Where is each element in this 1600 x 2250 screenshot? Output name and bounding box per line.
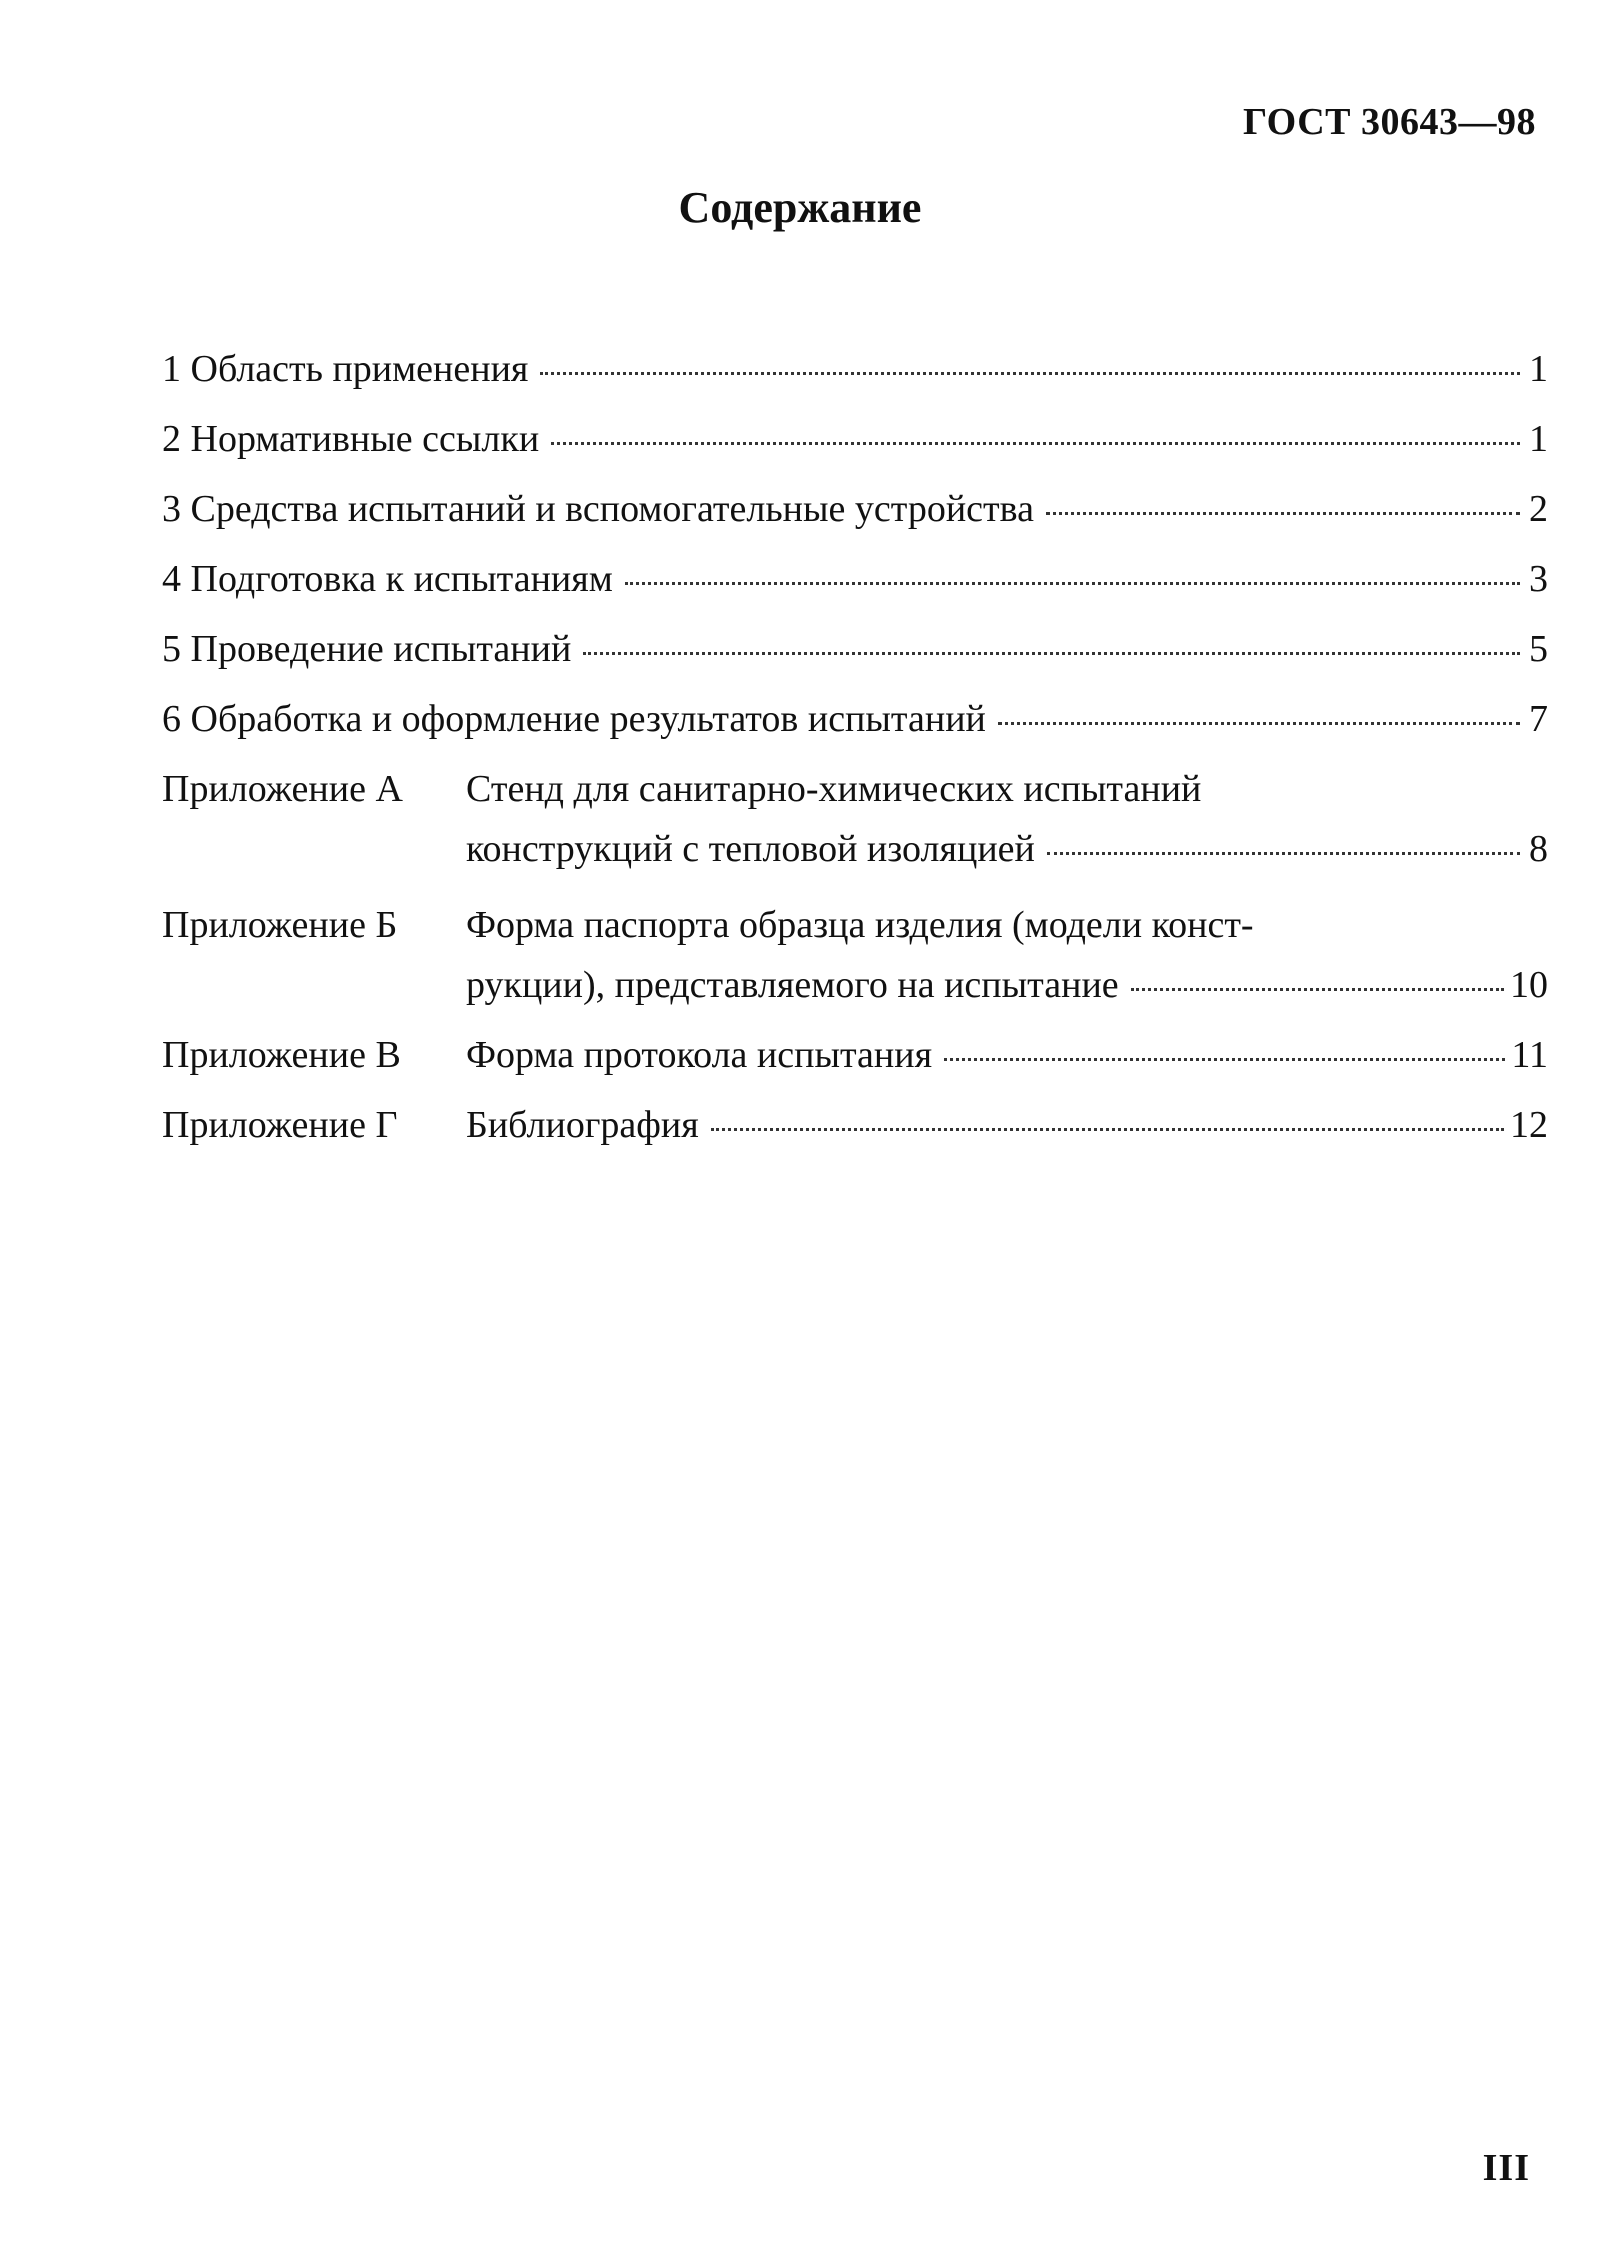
dot-leader bbox=[998, 722, 1520, 725]
dot-leader bbox=[1046, 512, 1520, 515]
appendix-label: Приложение А bbox=[162, 768, 403, 810]
toc-page-number: 2 bbox=[1529, 488, 1548, 530]
toc-page-number: 8 bbox=[1529, 828, 1548, 870]
standard-code: ГОСТ 30643—98 bbox=[1242, 101, 1536, 143]
toc-entry[interactable] bbox=[162, 485, 1548, 555]
dot-leader bbox=[625, 582, 1520, 585]
toc-entry-text: 6 Обработка и оформление результатов испытаний bbox=[162, 698, 986, 740]
toc-page-number: 1 bbox=[1529, 418, 1548, 460]
toc-appendix-g[interactable] bbox=[162, 1101, 1548, 1171]
toc-appendix-a[interactable] bbox=[162, 765, 1548, 895]
appendix-title-line2: конструкций с тепловой изоляцией bbox=[466, 828, 1035, 870]
toc-entry[interactable] bbox=[162, 415, 1548, 485]
toc-entry[interactable] bbox=[162, 555, 1548, 625]
toc-page-number: 5 bbox=[1529, 628, 1548, 670]
toc-appendix-b[interactable] bbox=[162, 901, 1548, 1031]
toc-entry-text: 5 Проведение испытаний bbox=[162, 628, 572, 670]
toc-page-number: 10 bbox=[1510, 964, 1548, 1006]
toc-entry-text: 2 Нормативные ссылки bbox=[162, 418, 540, 460]
toc-entry-text: 1 Область применения bbox=[162, 348, 529, 390]
toc-page-number: 7 bbox=[1529, 698, 1548, 740]
toc-page-number: 11 bbox=[1511, 1034, 1548, 1076]
appendix-label: Приложение Г bbox=[162, 1104, 398, 1146]
appendix-label: Приложение В bbox=[162, 1034, 401, 1076]
appendix-title-line1: Форма паспорта образца изделия (модели конст- bbox=[466, 904, 1254, 946]
toc-entry[interactable] bbox=[162, 695, 1548, 765]
toc-page-number: 1 bbox=[1529, 348, 1548, 390]
toc-appendix-v[interactable] bbox=[162, 1031, 1548, 1101]
page-number: III bbox=[1482, 2147, 1530, 2189]
dot-leader bbox=[944, 1058, 1505, 1061]
toc-page-number: 12 bbox=[1510, 1104, 1548, 1146]
table-of-contents bbox=[162, 345, 1548, 1171]
dot-leader bbox=[711, 1128, 1504, 1131]
appendix-title-line1: Стенд для санитарно-химических испытаний bbox=[466, 768, 1202, 810]
toc-entry[interactable] bbox=[162, 345, 1548, 415]
dot-leader bbox=[1131, 988, 1504, 991]
appendix-title-line2: рукции), представляемого на испытание bbox=[466, 964, 1119, 1006]
toc-entry-text: 3 Средства испытаний и вспомогательные устройства bbox=[162, 488, 1034, 530]
toc-entry[interactable] bbox=[162, 625, 1548, 695]
page-title: Содержание bbox=[678, 183, 922, 232]
appendix-label: Приложение Б bbox=[162, 904, 398, 946]
toc-entry-text: 4 Подготовка к испытаниям bbox=[162, 558, 613, 600]
dot-leader bbox=[551, 442, 1520, 445]
appendix-title-line1: Форма протокола испытания bbox=[466, 1034, 933, 1076]
dot-leader bbox=[1047, 852, 1520, 855]
dot-leader bbox=[583, 652, 1520, 655]
dot-leader bbox=[540, 372, 1520, 375]
appendix-title-line1: Библиография bbox=[466, 1104, 699, 1146]
toc-page-number: 3 bbox=[1529, 558, 1548, 600]
